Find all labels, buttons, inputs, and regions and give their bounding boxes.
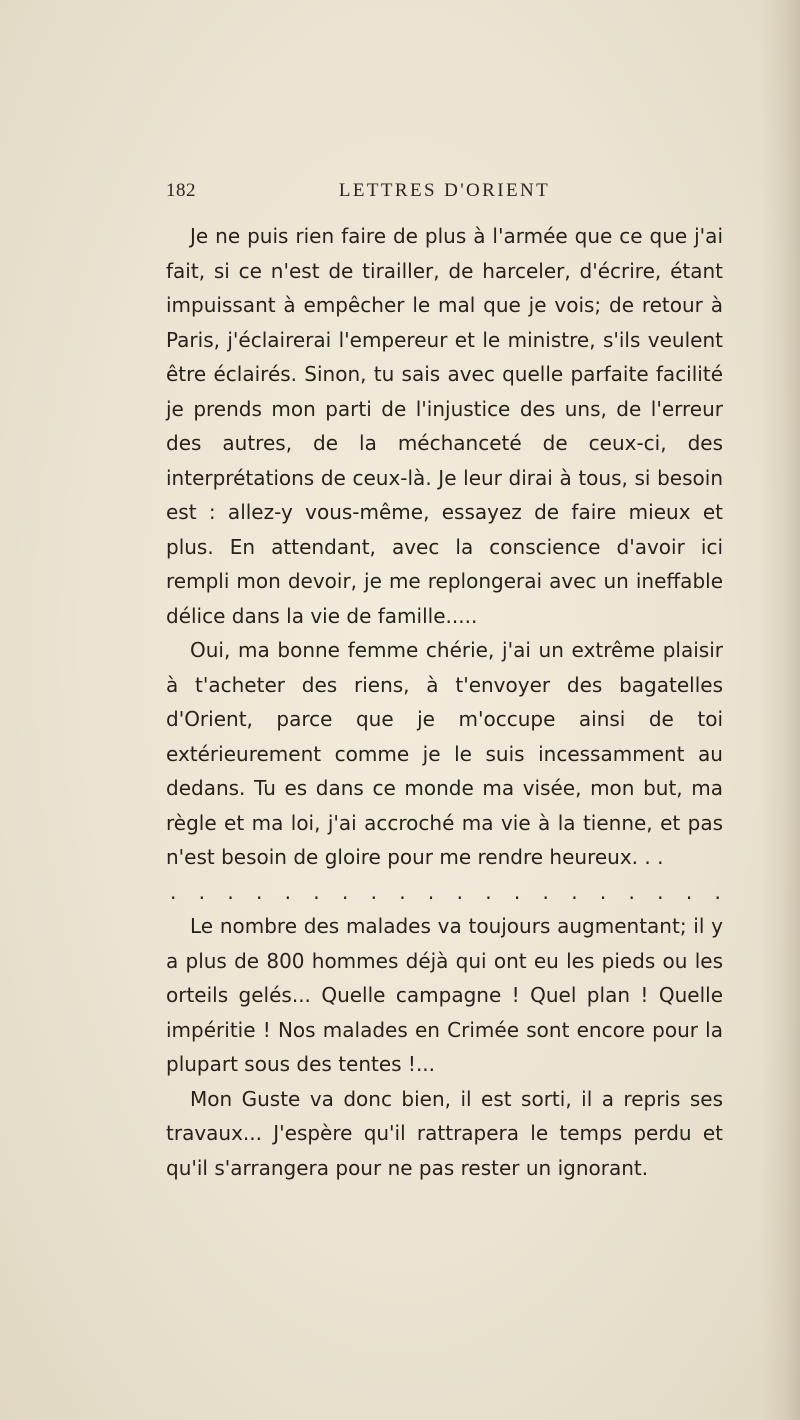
ellipsis-dot: . bbox=[485, 879, 492, 904]
ellipsis-dot: . bbox=[198, 879, 206, 904]
ellipsis-dot: . bbox=[657, 879, 664, 904]
ellipsis-dot: . bbox=[513, 879, 521, 904]
page-header bbox=[166, 178, 723, 206]
ellipsis-dot: . bbox=[599, 879, 607, 904]
ellipsis-dot: . bbox=[227, 879, 234, 904]
paragraph: Le nombre des malades va toujours augmentant; il y a plus de 800 hommes déjà qui ont eu les pieds ou les orteils gelés... Quelle campagne ! Quel plan ! Quelle impéritie ! Nos malades en Crimée sont encore pour la plupart sous des tentes !... bbox=[166, 914, 723, 1076]
ellipsis-dot: . bbox=[571, 879, 578, 904]
ellipsis-dot: . bbox=[341, 879, 349, 904]
ellipsis-dot: . bbox=[714, 879, 721, 904]
paragraph: Oui, ma bonne femme chérie, j'ai un extrême plaisir à t'acheter des riens, à t'envoyer des bagatelles d'Orient, parce que je m'occupe ainsi de toi extérieurement comme je le suis incessamment au dedans. Tu es dans ce monde ma visée, mon but, ma règle et ma loi, j'ai accroché ma vie à la tienne, et pas n'est besoin de gloire pour me rendre heureux. . . bbox=[166, 638, 723, 869]
ellipsis-dot: . bbox=[456, 879, 463, 904]
ellipsis-dot: . bbox=[170, 879, 177, 904]
ellipsis-dot: . bbox=[628, 879, 635, 904]
paragraph: Je ne puis rien faire de plus à l'armée que ce que j'ai fait, si ce n'est de tirailler, de harceler, d'écrire, étant impuissant à empêcher le mal que je vois; de retour à Paris, j'éclairerai l'empereur et le ministre, s'ils veulent être éclairés. Sinon, tu sais avec quelle parfaite facilité je prends mon parti de l'injustice des uns, de l'erreur des autres, de la méchanceté de ceux-ci, des interprétations de ceux-là. Je leur dirai à tous, si besoin est : allez-y vous-même, essayez de faire mieux et plus. En attendant, avec la conscience d'avoir ici rempli mon devoir, je me replongerai avec un ineffable délice dans la vie de famille..... bbox=[166, 224, 723, 628]
page-body bbox=[166, 219, 723, 1185]
page-number: 182 bbox=[166, 180, 196, 201]
ellipsis-dot: . bbox=[370, 879, 377, 904]
running-head: LETTRES D'ORIENT bbox=[338, 180, 551, 201]
ellipsis-dot: . bbox=[313, 879, 320, 904]
ellipsis-row bbox=[166, 875, 723, 910]
ellipsis-dot: . bbox=[427, 879, 435, 904]
ellipsis-dot: . bbox=[255, 879, 263, 904]
page-edge-shadow bbox=[760, 0, 800, 1420]
ellipsis-dot: . bbox=[399, 879, 406, 904]
ellipsis-dot: . bbox=[542, 879, 549, 904]
ellipsis-dot: . bbox=[284, 879, 291, 904]
ellipsis-dot: . bbox=[685, 879, 693, 904]
paragraph: Mon Guste va donc bien, il est sorti, il a repris ses travaux... J'espère qu'il rattrapera le temps perdu et qu'il s'arrangera pour ne pas rester un ignorant. bbox=[166, 1086, 723, 1180]
